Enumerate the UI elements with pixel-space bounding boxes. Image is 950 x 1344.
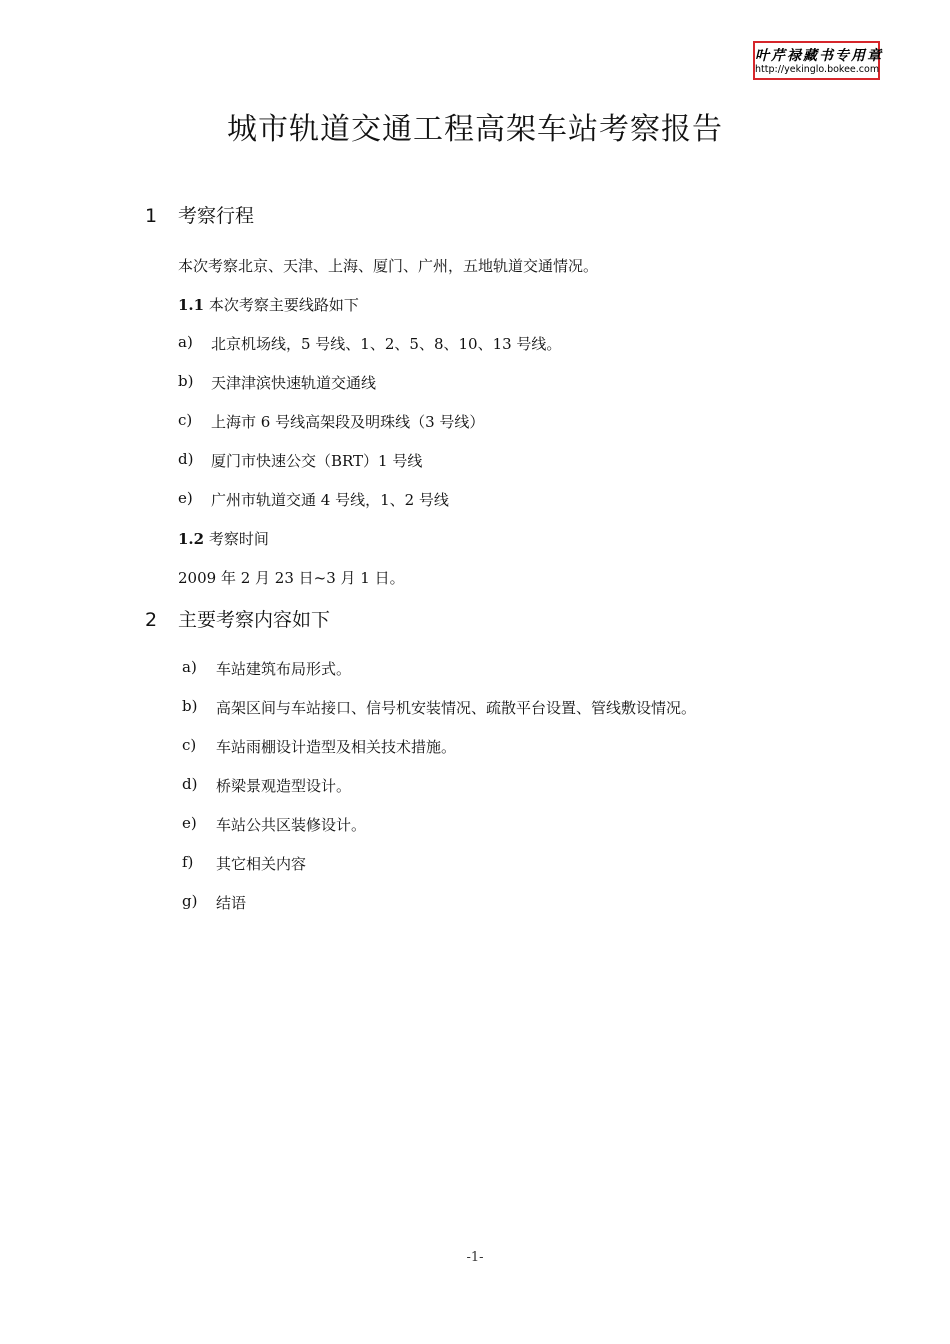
subsection-1-2-number: 1.2	[178, 530, 205, 548]
route-label: a)	[178, 333, 193, 351]
section-1-intro: 本次考察北京、天津、上海、厦门、广州，五地轨道交通情况。	[178, 257, 599, 275]
content-text: 其它相关内容	[216, 855, 307, 873]
route-label: d)	[178, 450, 194, 468]
section-2-heading	[145, 605, 330, 632]
route-text: 天津津滨快速轨道交通线	[211, 374, 377, 392]
content-label: e)	[182, 814, 197, 832]
section-1-title: 考察行程	[178, 205, 255, 227]
route-label: b)	[178, 372, 194, 390]
subsection-1-1-number: 1.1	[178, 296, 205, 314]
content-label: f)	[182, 853, 194, 871]
route-text: 厦门市快速公交（BRT）1 号线	[211, 452, 423, 470]
content-label: b)	[182, 697, 198, 715]
route-text: 上海市 6 号线高架段及明珠线（3 号线）	[211, 413, 485, 431]
section-2-number: 2	[145, 609, 158, 631]
page-number: -1-	[466, 1250, 484, 1265]
content-label: g)	[182, 892, 198, 910]
content-label: d)	[182, 775, 198, 793]
content-label: a)	[182, 658, 197, 676]
section-1-number: 1	[145, 205, 158, 227]
route-text: 广州市轨道交通 4 号线，1、2 号线	[211, 491, 449, 509]
route-label: c)	[178, 411, 193, 429]
stamp-url: http://yekinglo.bokee.com	[755, 64, 880, 75]
content-text: 桥梁景观造型设计。	[216, 777, 352, 795]
content-text: 车站雨棚设计造型及相关技术措施。	[216, 738, 457, 756]
section-2-title: 主要考察内容如下	[178, 609, 331, 631]
route-label: e)	[178, 489, 193, 507]
content-text: 车站公共区装修设计。	[216, 816, 367, 834]
content-text: 车站建筑布局形式。	[216, 660, 352, 678]
subsection-1-1-heading	[178, 294, 359, 315]
subsection-1-1-title: 本次考察主要线路如下	[208, 296, 359, 314]
document-title: 城市轨道交通工程高架车站考察报告	[227, 112, 723, 147]
content-text: 高架区间与车站接口、信号机安装情况、疏散平台设置、管线敷设情况。	[216, 699, 697, 717]
subsection-1-2-heading	[178, 528, 269, 549]
collector-stamp	[753, 41, 883, 80]
stamp-title: 叶芹禄藏书专用章	[755, 48, 883, 64]
section-1-heading	[145, 201, 254, 228]
content-label: c)	[182, 736, 197, 754]
subsection-1-2-title: 考察时间	[208, 530, 269, 548]
trip-dates: 2009 年 2 月 23 日~3 月 1 日。	[178, 569, 405, 587]
route-text: 北京机场线，5 号线、1、2、5、8、10、13 号线。	[211, 335, 562, 353]
content-text: 结语	[216, 894, 247, 912]
